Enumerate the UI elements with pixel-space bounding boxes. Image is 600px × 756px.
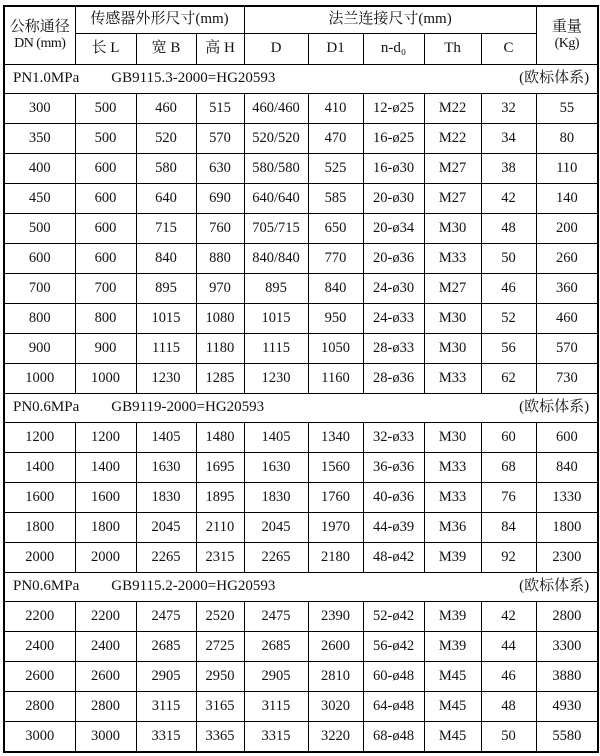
table-cell: 3000: [4, 722, 75, 753]
section-header-cell: [4, 65, 598, 94]
section-pn1.0mpa: [4, 65, 598, 394]
table-cell: 2110: [196, 513, 244, 543]
table-cell: 570: [536, 334, 598, 364]
table-cell: 46: [481, 274, 536, 304]
header-row-subcolumns: [4, 34, 598, 65]
table-cell: 895: [136, 274, 196, 304]
section-pressure-label: PN0.6MPa: [13, 399, 80, 416]
table-cell: 68-ø48: [363, 722, 424, 753]
table-cell: 460: [136, 94, 196, 124]
table-cell: 2200: [4, 602, 75, 632]
table-cell: 2315: [196, 543, 244, 573]
table-row: [4, 244, 598, 274]
table-cell: 1200: [4, 423, 75, 453]
table-cell: 76: [481, 483, 536, 513]
table-cell: 55: [536, 94, 598, 124]
table-cell: 460: [536, 304, 598, 334]
table-cell: 44-ø39: [363, 513, 424, 543]
table-row: [4, 662, 598, 692]
table-cell: 640: [136, 184, 196, 214]
table-cell: 2045: [136, 513, 196, 543]
table-cell: 705/715: [244, 214, 308, 244]
section-note-label: (欧标体系): [519, 578, 590, 595]
table-cell: 34: [481, 124, 536, 154]
section-header-row: [4, 394, 598, 423]
table-header: [4, 6, 598, 65]
table-cell: 20-ø34: [363, 214, 424, 244]
header-nominal-diameter-unit: DN (mm): [14, 36, 66, 52]
table-cell: 700: [4, 274, 75, 304]
table-cell: 16-ø30: [363, 154, 424, 184]
table-cell: 68: [481, 453, 536, 483]
table-cell: 3315: [136, 722, 196, 753]
table-cell: 630: [196, 154, 244, 184]
table-cell: 1400: [4, 453, 75, 483]
table-cell: 580: [136, 154, 196, 184]
table-row: [4, 214, 598, 244]
table-cell: 3020: [308, 692, 363, 722]
table-cell: 2390: [308, 602, 363, 632]
table-cell: M36: [424, 513, 481, 543]
table-row: [4, 722, 598, 753]
table-cell: M39: [424, 543, 481, 573]
table-cell: 1560: [308, 453, 363, 483]
table-cell: 3880: [536, 662, 598, 692]
table-cell: 3220: [308, 722, 363, 753]
table-cell: 2905: [136, 662, 196, 692]
table-cell: M30: [424, 423, 481, 453]
header-flange-connection-group: 法兰连接尺寸(mm): [244, 6, 536, 34]
table-cell: 2725: [196, 632, 244, 662]
table-cell: 1630: [244, 453, 308, 483]
table-cell: M30: [424, 304, 481, 334]
section-header-content: [13, 70, 589, 87]
table-cell: 600: [75, 154, 136, 184]
table-cell: 1080: [196, 304, 244, 334]
table-cell: 56: [481, 334, 536, 364]
table-row: [4, 274, 598, 304]
table-cell: M22: [424, 124, 481, 154]
table-row: [4, 423, 598, 453]
table-cell: 1340: [308, 423, 363, 453]
header-nominal-diameter: [4, 6, 75, 65]
header-sensor-dimensions-group: 传感器外形尺寸(mm): [75, 6, 244, 34]
table-cell: 40-ø36: [363, 483, 424, 513]
table-cell: M30: [424, 214, 481, 244]
header-weight-unit: (Kg): [554, 36, 580, 52]
table-cell: 3115: [244, 692, 308, 722]
table-cell: 2950: [196, 662, 244, 692]
table-cell: 1830: [244, 483, 308, 513]
table-cell: 48: [481, 214, 536, 244]
section-standard-label: GB9115.2-2000=HG20593: [111, 578, 276, 595]
table-cell: 600: [75, 244, 136, 274]
table-cell: 760: [196, 214, 244, 244]
table-cell: 12-ø25: [363, 94, 424, 124]
table-cell: M45: [424, 662, 481, 692]
table-cell: 84: [481, 513, 536, 543]
table-cell: 2905: [244, 662, 308, 692]
table-row: [4, 602, 598, 632]
table-cell: 2180: [308, 543, 363, 573]
table-cell: 4930: [536, 692, 598, 722]
table-cell: 2475: [244, 602, 308, 632]
table-cell: 840/840: [244, 244, 308, 274]
table-cell: 1200: [75, 423, 136, 453]
table-cell: M33: [424, 453, 481, 483]
header-length-l: 长 L: [75, 34, 136, 65]
table-cell: M33: [424, 483, 481, 513]
section-note-label: (欧标体系): [519, 70, 590, 87]
table-cell: 970: [196, 274, 244, 304]
table-cell: 950: [308, 304, 363, 334]
table-cell: 38: [481, 154, 536, 184]
table-cell: 48: [481, 692, 536, 722]
table-cell: 36-ø36: [363, 453, 424, 483]
table-cell: 800: [4, 304, 75, 334]
header-d1: D1: [308, 34, 363, 65]
table-row: [4, 632, 598, 662]
table-cell: 520: [136, 124, 196, 154]
table-cell: 2265: [136, 543, 196, 573]
table-cell: 900: [75, 334, 136, 364]
table-cell: 770: [308, 244, 363, 274]
table-cell: 880: [196, 244, 244, 274]
table-cell: 1480: [196, 423, 244, 453]
section-pressure-label: PN0.6MPa: [13, 578, 80, 595]
table-cell: M33: [424, 364, 481, 394]
table-cell: 1115: [136, 334, 196, 364]
table-cell: M45: [424, 692, 481, 722]
table-row: [4, 184, 598, 214]
section-header-cell: [4, 394, 598, 423]
table-cell: 1600: [75, 483, 136, 513]
table-cell: 525: [308, 154, 363, 184]
table-cell: 2520: [196, 602, 244, 632]
header-height-h: 高 H: [196, 34, 244, 65]
table-cell: 1230: [244, 364, 308, 394]
table-cell: 1180: [196, 334, 244, 364]
table-cell: 52-ø42: [363, 602, 424, 632]
table-cell: M45: [424, 722, 481, 753]
table-cell: 650: [308, 214, 363, 244]
table-cell: 500: [4, 214, 75, 244]
section-pn0.6mpa-gb9115.2: [4, 573, 598, 753]
header-width-b: 宽 B: [136, 34, 196, 65]
table-cell: 1050: [308, 334, 363, 364]
table-cell: 1895: [196, 483, 244, 513]
table-cell: 28-ø36: [363, 364, 424, 394]
table-cell: 2600: [4, 662, 75, 692]
table-cell: 20-ø30: [363, 184, 424, 214]
table-cell: M27: [424, 154, 481, 184]
section-header-content: [13, 399, 589, 416]
table-cell: 585: [308, 184, 363, 214]
table-row: [4, 304, 598, 334]
table-cell: 895: [244, 274, 308, 304]
table-cell: 1600: [4, 483, 75, 513]
table-row: [4, 513, 598, 543]
section-standard-label: GB9115.3-2000=HG20593: [111, 70, 276, 87]
table-cell: 515: [196, 94, 244, 124]
table-cell: 24-ø33: [363, 304, 424, 334]
section-header-content: [13, 578, 589, 595]
table-cell: 400: [4, 154, 75, 184]
section-pressure-label: PN1.0MPa: [13, 70, 80, 87]
table-cell: 900: [4, 334, 75, 364]
table-cell: 1000: [4, 364, 75, 394]
table-cell: 580/580: [244, 154, 308, 184]
table-cell: 24-ø30: [363, 274, 424, 304]
table-cell: 300: [4, 94, 75, 124]
table-cell: 1000: [75, 364, 136, 394]
table-cell: 32: [481, 94, 536, 124]
section-standard-label: GB9119-2000=HG20593: [111, 399, 265, 416]
table-cell: 1230: [136, 364, 196, 394]
table-cell: 2600: [308, 632, 363, 662]
table-cell: 1015: [136, 304, 196, 334]
table-row: [4, 124, 598, 154]
section-header-row: [4, 573, 598, 602]
table-cell: 3315: [244, 722, 308, 753]
table-cell: 520/520: [244, 124, 308, 154]
table-cell: 840: [536, 453, 598, 483]
table-cell: 44: [481, 632, 536, 662]
table-cell: 1285: [196, 364, 244, 394]
table-cell: 1400: [75, 453, 136, 483]
table-cell: 28-ø33: [363, 334, 424, 364]
table-cell: M30: [424, 334, 481, 364]
table-cell: 690: [196, 184, 244, 214]
table-cell: 260: [536, 244, 598, 274]
section-header-row: [4, 65, 598, 94]
header-row-groups: [4, 6, 598, 34]
table-cell: 600: [75, 214, 136, 244]
table-cell: 2300: [536, 543, 598, 573]
table-row: [4, 94, 598, 124]
table-cell: 600: [75, 184, 136, 214]
table-cell: 80: [536, 124, 598, 154]
table-cell: 1695: [196, 453, 244, 483]
table-cell: 1330: [536, 483, 598, 513]
table-row: [4, 154, 598, 184]
table-cell: M39: [424, 632, 481, 662]
table-cell: 410: [308, 94, 363, 124]
table-cell: 2800: [75, 692, 136, 722]
table-cell: 2800: [4, 692, 75, 722]
table-cell: 2800: [536, 602, 598, 632]
table-row: [4, 453, 598, 483]
table-cell: 1405: [136, 423, 196, 453]
table-cell: 2475: [136, 602, 196, 632]
table-cell: 5580: [536, 722, 598, 753]
table-cell: M27: [424, 184, 481, 214]
table-cell: 110: [536, 154, 598, 184]
header-c: C: [481, 34, 536, 65]
table-cell: 350: [4, 124, 75, 154]
table-cell: M39: [424, 602, 481, 632]
table-cell: 500: [75, 124, 136, 154]
table-cell: 46: [481, 662, 536, 692]
table-cell: 1830: [136, 483, 196, 513]
table-cell: 730: [536, 364, 598, 394]
table-cell: 2810: [308, 662, 363, 692]
table-cell: 1115: [244, 334, 308, 364]
section-note-label: (欧标体系): [519, 399, 590, 416]
table-cell: 2685: [136, 632, 196, 662]
table-cell: 92: [481, 543, 536, 573]
table-row: [4, 692, 598, 722]
table-cell: 3300: [536, 632, 598, 662]
table-cell: 2400: [75, 632, 136, 662]
table-cell: 16-ø25: [363, 124, 424, 154]
table-cell: 460/460: [244, 94, 308, 124]
table-cell: 2265: [244, 543, 308, 573]
table-cell: 840: [308, 274, 363, 304]
table-cell: 60: [481, 423, 536, 453]
table-cell: 570: [196, 124, 244, 154]
section-pn0.6mpa-gb9119: [4, 394, 598, 573]
table-cell: 1800: [536, 513, 598, 543]
header-th: Th: [424, 34, 481, 65]
table-cell: 48-ø42: [363, 543, 424, 573]
table-cell: 640/640: [244, 184, 308, 214]
header-nominal-diameter-cn: 公称通径: [9, 18, 70, 35]
table-cell: 3115: [136, 692, 196, 722]
header-n-d0: n-d₀: [363, 34, 424, 65]
table-cell: 360: [536, 274, 598, 304]
table-cell: 1760: [308, 483, 363, 513]
table-cell: M22: [424, 94, 481, 124]
table-cell: 600: [536, 423, 598, 453]
table-cell: 56-ø42: [363, 632, 424, 662]
table-cell: 1800: [4, 513, 75, 543]
table-cell: 2685: [244, 632, 308, 662]
table-cell: 715: [136, 214, 196, 244]
table-cell: 52: [481, 304, 536, 334]
table-cell: 2400: [4, 632, 75, 662]
table-cell: 840: [136, 244, 196, 274]
table-cell: 200: [536, 214, 598, 244]
table-cell: 2045: [244, 513, 308, 543]
table-cell: 3365: [196, 722, 244, 753]
table-cell: 450: [4, 184, 75, 214]
table-cell: 700: [75, 274, 136, 304]
table-cell: 32-ø33: [363, 423, 424, 453]
table-cell: 60-ø48: [363, 662, 424, 692]
table-cell: 1160: [308, 364, 363, 394]
table-cell: 1800: [75, 513, 136, 543]
header-weight-cn: 重量: [551, 18, 582, 35]
table-cell: M33: [424, 244, 481, 274]
table-cell: 2600: [75, 662, 136, 692]
table-cell: 20-ø36: [363, 244, 424, 274]
table-cell: 140: [536, 184, 598, 214]
header-d: D: [244, 34, 308, 65]
table-cell: 1405: [244, 423, 308, 453]
table-row: [4, 483, 598, 513]
section-header-cell: [4, 573, 598, 602]
table-cell: M27: [424, 274, 481, 304]
table-row: [4, 334, 598, 364]
table-cell: 50: [481, 244, 536, 274]
table-cell: 3000: [75, 722, 136, 753]
header-weight: [536, 6, 598, 65]
table-cell: 2000: [4, 543, 75, 573]
dimension-spec-table: [3, 5, 599, 753]
table-cell: 800: [75, 304, 136, 334]
table-cell: 62: [481, 364, 536, 394]
table-cell: 1015: [244, 304, 308, 334]
table-cell: 500: [75, 94, 136, 124]
table-cell: 600: [4, 244, 75, 274]
table-cell: 1970: [308, 513, 363, 543]
table-row: [4, 543, 598, 573]
table-cell: 2200: [75, 602, 136, 632]
table-cell: 50: [481, 722, 536, 753]
table-cell: 3165: [196, 692, 244, 722]
table-cell: 2000: [75, 543, 136, 573]
table-row: [4, 364, 598, 394]
table-cell: 64-ø48: [363, 692, 424, 722]
table-cell: 1630: [136, 453, 196, 483]
table-cell: 42: [481, 184, 536, 214]
table-cell: 470: [308, 124, 363, 154]
table-cell: 42: [481, 602, 536, 632]
